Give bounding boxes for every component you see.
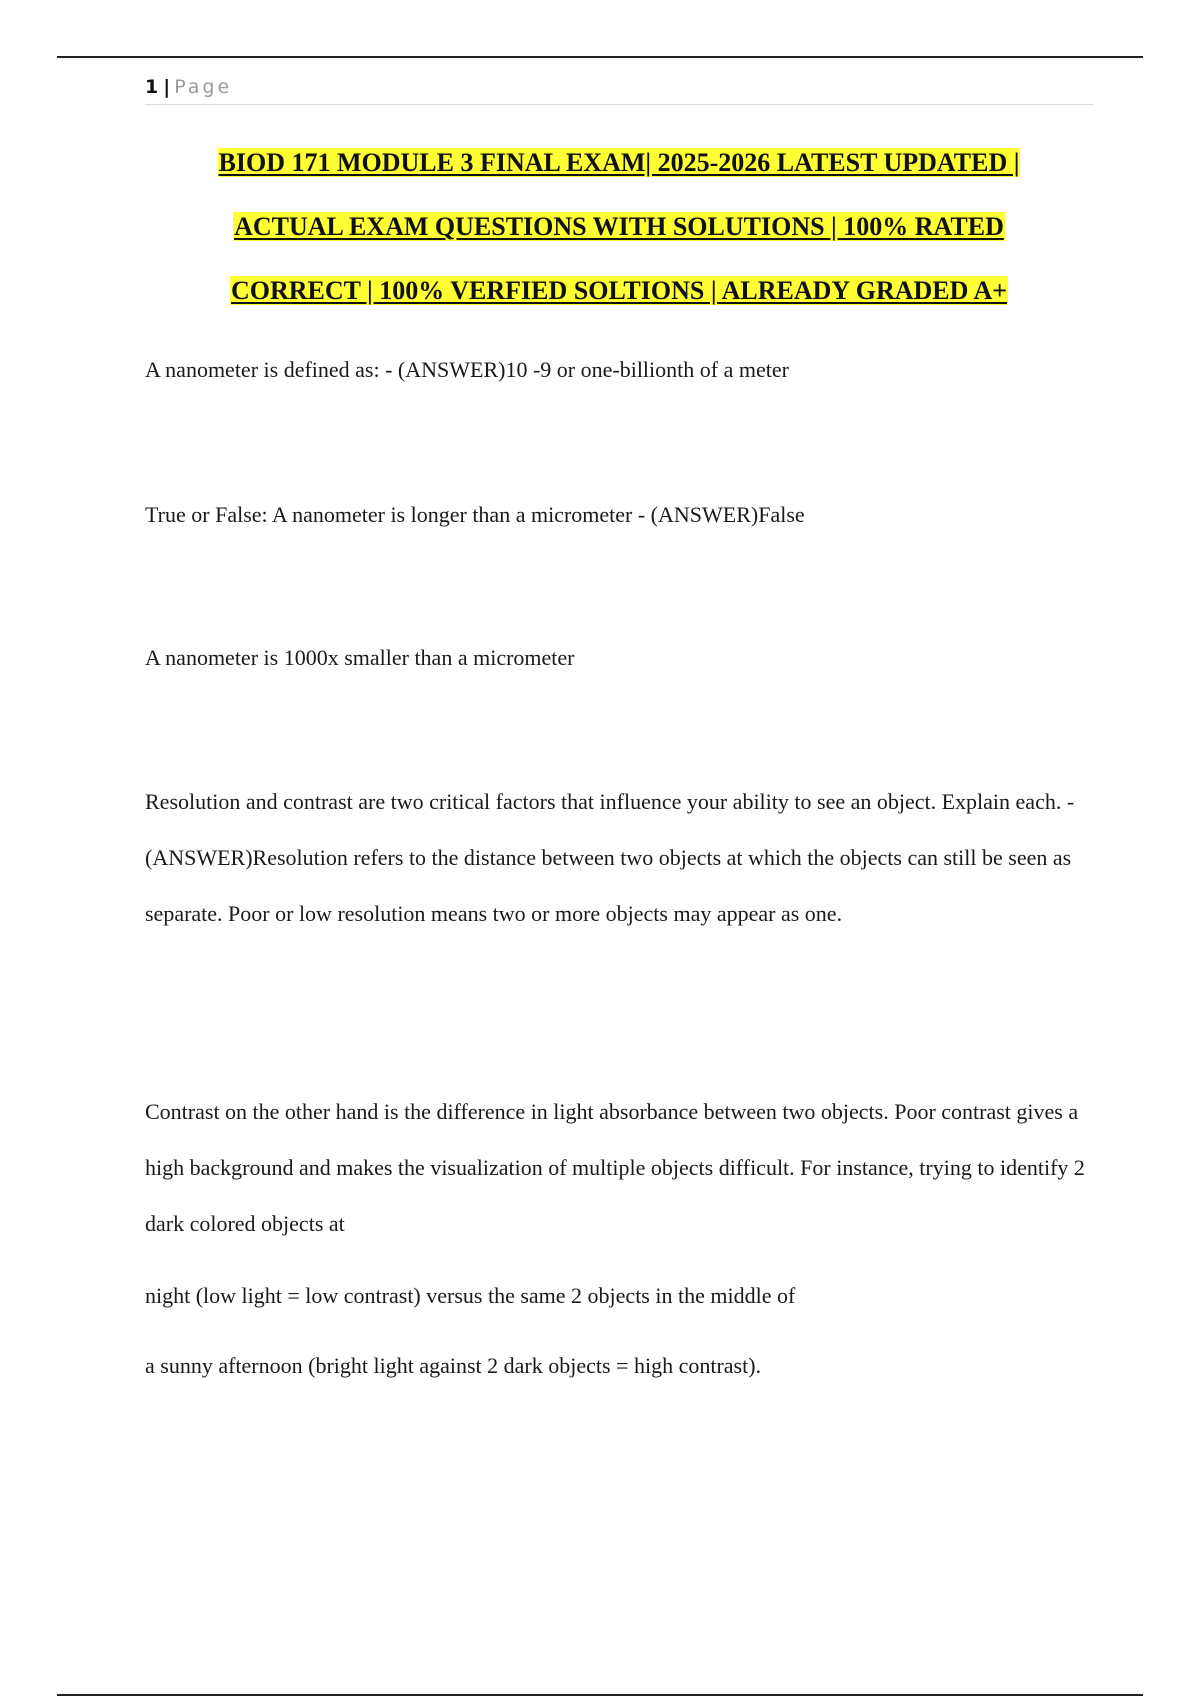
title-line-1: BIOD 171 MODULE 3 FINAL EXAM| 2025-2026 LATEST UPDATED | <box>218 148 1020 177</box>
question-resolution-contrast: Resolution and contrast are two critical factors that influence your ability to see an object. Explain each. - (ANSWER)Resolution refers to the distance between two objects at which the objects can still be seen as separate. Poor or low resolution means two or more objects may appear as one. <box>145 789 1075 926</box>
page-separator: | <box>163 76 171 98</box>
page-number: 1 <box>145 76 159 98</box>
page-label: Page <box>174 76 233 98</box>
top-rule <box>57 56 1143 58</box>
question-nanometer-definition: A nanometer is defined as: - (ANSWER)10 -9 or one-billionth of a meter <box>145 357 789 382</box>
document-title <box>145 140 1093 332</box>
bottom-rule <box>57 1694 1143 1696</box>
paragraph-night-example: night (low light = low contrast) versus the same 2 objects in the middle of <box>145 1283 796 1308</box>
question-nanometer-vs-micrometer: True or False: A nanometer is longer than a micrometer - (ANSWER)False <box>145 502 805 527</box>
paragraph-afternoon-example: a sunny afternoon (bright light against 2 dark objects = high contrast). <box>145 1353 762 1378</box>
title-line-3: CORRECT | 100% VERFIED SOLTIONS | ALREADY GRADED A+ <box>230 276 1008 305</box>
title-line-2: ACTUAL EXAM QUESTIONS WITH SOLUTIONS | 100% RATED <box>234 212 1004 241</box>
statement-nanometer-size: A nanometer is 1000x smaller than a micrometer <box>145 645 575 670</box>
page-header <box>145 74 1093 105</box>
paragraph-contrast: Contrast on the other hand is the difference in light absorbance between two objects. Poor contrast gives a high background and makes the visualization of multiple objects difficult. For instance, trying to identify 2 dark colored objects at <box>145 1099 1085 1236</box>
